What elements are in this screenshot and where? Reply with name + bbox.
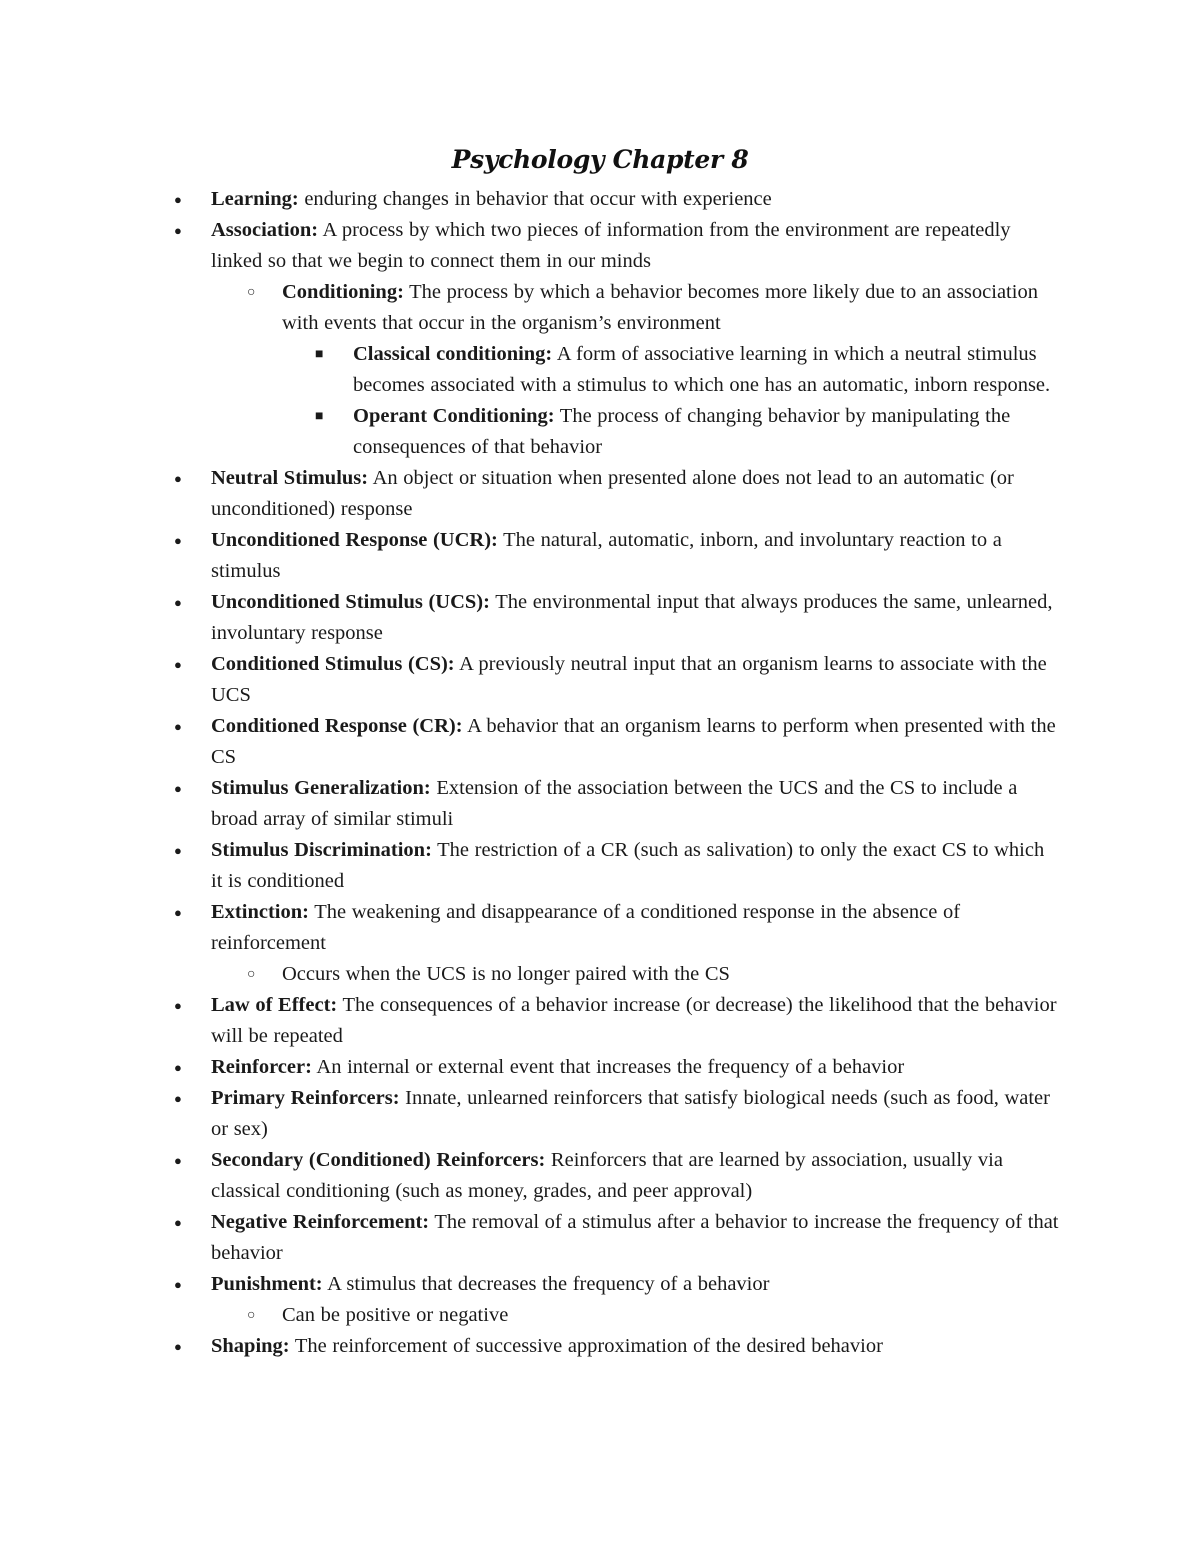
definition-text: The process of changing behavior by manipulating the consequences of that behavior [353, 405, 1011, 458]
list-item [247, 1300, 1061, 1331]
term-label: Conditioned Stimulus (CS): [211, 653, 455, 675]
bullet-filled-circle-icon: ● [174, 533, 182, 548]
list-item [247, 277, 1061, 339]
list-item [174, 1145, 1061, 1207]
term-label: Negative Reinforcement: [211, 1211, 430, 1233]
bullet-filled-circle-icon: ● [174, 223, 182, 238]
term-label: Extinction: [211, 901, 309, 923]
term-label: Learning: [211, 188, 299, 210]
definition-text: Occurs when the UCS is no longer paired with the CS [282, 963, 730, 985]
list-item [174, 773, 1061, 835]
term-label: Unconditioned Response (UCR): [211, 529, 498, 551]
bullet-filled-circle-icon: ● [174, 595, 182, 610]
bullet-filled-circle-icon: ● [174, 843, 182, 858]
list-item [174, 215, 1061, 277]
definition-text: Reinforcers that are learned by association, usually via classical conditioning (such as money, grades, and peer approval) [211, 1149, 1003, 1202]
bullet-hollow-circle-icon: ○ [247, 1308, 256, 1323]
list-item [174, 1331, 1061, 1362]
list-item [174, 1207, 1061, 1269]
bullet-filled-circle-icon: ● [174, 719, 182, 734]
definition-text: Can be positive or negative [282, 1304, 509, 1326]
definition-text: The consequences of a behavior increase (or decrease) the likelihood that the behavior will be repeated [211, 994, 1057, 1047]
bullet-filled-circle-icon: ● [174, 998, 182, 1013]
bullet-filled-circle-icon: ● [174, 1091, 182, 1106]
list-item [174, 525, 1061, 587]
bullet-square-icon: ■ [315, 409, 324, 424]
list-item [174, 897, 1061, 959]
definition-text: The removal of a stimulus after a behavior to increase the frequency of that behavior [211, 1211, 1059, 1264]
page-title: Psychology Chapter 8 [451, 145, 749, 174]
list-item [174, 184, 1061, 215]
definition-text: The process by which a behavior becomes more likely due to an association with events that occur in the organism’s environment [282, 281, 1038, 334]
term-label: Classical conditioning: [353, 343, 553, 365]
definition-text: The natural, automatic, inborn, and involuntary reaction to a stimulus [211, 529, 1002, 582]
list-item [174, 587, 1061, 649]
definition-text: Innate, unlearned reinforcers that satisfy biological needs (such as food, water or sex) [211, 1087, 1050, 1140]
list-item [174, 835, 1061, 897]
bullet-filled-circle-icon: ● [174, 657, 182, 672]
term-label: Primary Reinforcers: [211, 1087, 400, 1109]
list-item [174, 711, 1061, 773]
bullet-hollow-circle-icon: ○ [247, 967, 256, 982]
bullet-filled-circle-icon: ● [174, 1153, 182, 1168]
term-label: Reinforcer: [211, 1056, 312, 1078]
list-item [174, 1269, 1061, 1300]
term-label: Stimulus Discrimination: [211, 839, 432, 861]
list-item [174, 1052, 1061, 1083]
definition-text: An object or situation when presented alone does not lead to an automatic (or unconditioned) response [211, 467, 1014, 520]
term-label: Conditioned Response (CR): [211, 715, 463, 737]
bullet-hollow-circle-icon: ○ [247, 285, 256, 300]
term-label: Unconditioned Stimulus (UCS): [211, 591, 490, 613]
definition-text: A process by which two pieces of information from the environment are repeatedly linked so that we begin to connect them in our minds [211, 219, 1011, 272]
bullet-square-icon: ■ [315, 347, 324, 362]
term-label: Law of Effect: [211, 994, 338, 1016]
bullet-filled-circle-icon: ● [174, 192, 182, 207]
term-label: Stimulus Generalization: [211, 777, 431, 799]
notes-list [0, 184, 1200, 1362]
definition-text: The weakening and disappearance of a conditioned response in the absence of reinforcement [211, 901, 961, 954]
list-item [247, 959, 1061, 990]
term-label: Shaping: [211, 1335, 290, 1357]
term-label: Secondary (Conditioned) Reinforcers: [211, 1149, 546, 1171]
list-item [174, 990, 1061, 1052]
definition-text: A form of associative learning in which a neutral stimulus becomes associated with a stimulus to which one has an automatic, inborn response. [353, 343, 1051, 396]
definition-text: The environmental input that always produces the same, unlearned, involuntary response [211, 591, 1053, 644]
list-item [315, 401, 1061, 463]
term-label: Neutral Stimulus: [211, 467, 369, 489]
bullet-filled-circle-icon: ● [174, 1277, 182, 1292]
bullet-filled-circle-icon: ● [174, 781, 182, 796]
list-item [174, 1083, 1061, 1145]
bullet-filled-circle-icon: ● [174, 1339, 182, 1354]
list-item [174, 463, 1061, 525]
definition-text: A previously neutral input that an organism learns to associate with the UCS [211, 653, 1047, 706]
bullet-filled-circle-icon: ● [174, 1215, 182, 1230]
term-label: Conditioning: [282, 281, 404, 303]
definition-text: A stimulus that decreases the frequency of a behavior [322, 1273, 770, 1295]
bullet-filled-circle-icon: ● [174, 1060, 182, 1075]
list-item [315, 339, 1061, 401]
definition-text: The restriction of a CR (such as salivation) to only the exact CS to which it is conditioned [211, 839, 1045, 892]
definition-text: A behavior that an organism learns to perform when presented with the CS [211, 715, 1056, 768]
definition-text: enduring changes in behavior that occur with experience [298, 188, 772, 210]
definition-text: The reinforcement of successive approximation of the desired behavior [289, 1335, 883, 1357]
list-item [174, 649, 1061, 711]
term-label: Operant Conditioning: [353, 405, 555, 427]
definition-text: Extension of the association between the UCS and the CS to include a broad array of similar stimuli [211, 777, 1018, 830]
term-label: Association: [211, 219, 319, 241]
definition-text: An internal or external event that increases the frequency of a behavior [311, 1056, 905, 1078]
bullet-filled-circle-icon: ● [174, 905, 182, 920]
bullet-filled-circle-icon: ● [174, 471, 182, 486]
term-label: Punishment: [211, 1273, 323, 1295]
